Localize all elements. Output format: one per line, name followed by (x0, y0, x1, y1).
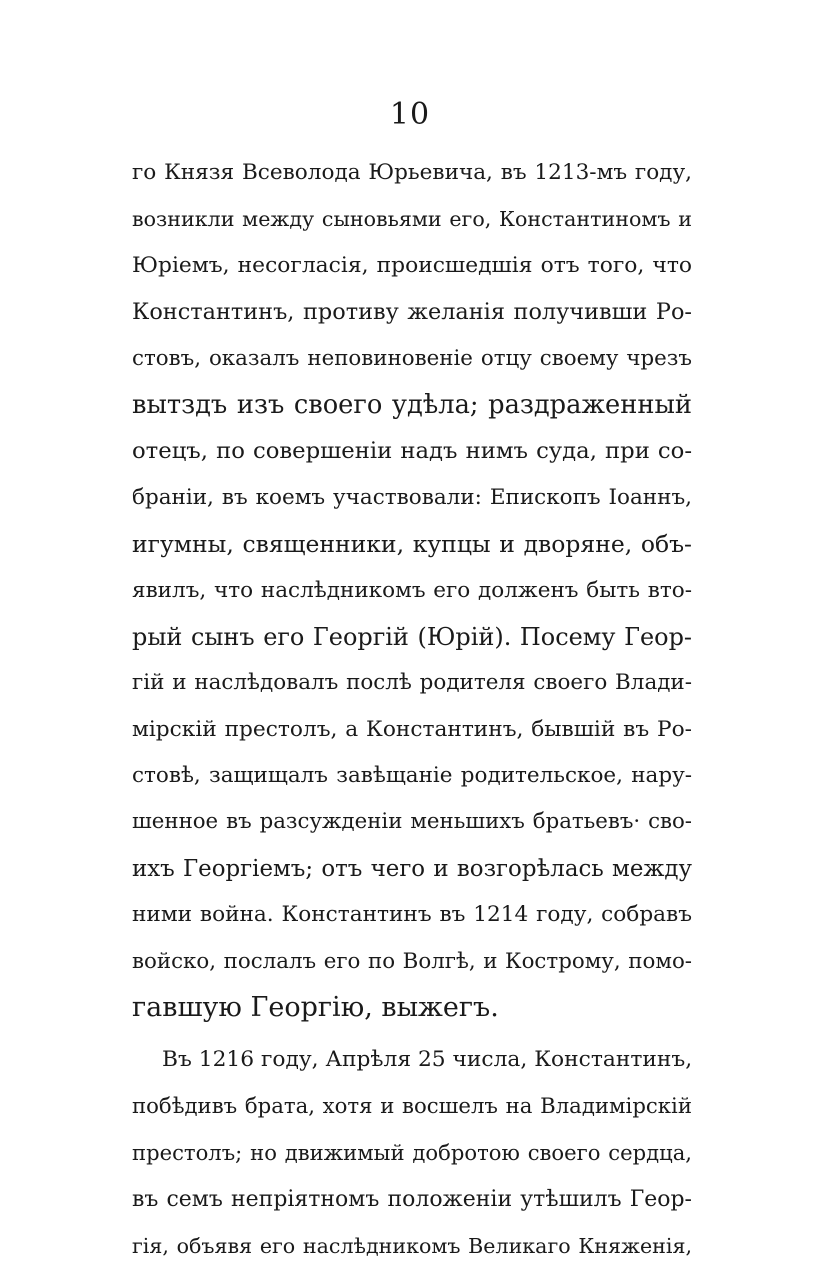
text-line: браніи, въ коемъ участвовали: Епископъ Іоаннъ, (132, 484, 692, 510)
text-line: стовъ, оказалъ неповиновеніе отцу своему чрезъ (132, 345, 692, 371)
text-line: Юріемъ, несогласія, происшедшія отъ того, что (132, 252, 692, 278)
body-text (132, 150, 692, 1269)
text-line: явилъ, что наслѣдникомъ его долженъ быть вто- (132, 577, 692, 603)
text-line: престолъ; но движимый добротою своего сердца, (132, 1140, 692, 1166)
text-line: мірскій престолъ, а Константинъ, бывшій въ Ро- (132, 716, 692, 742)
paragraph (132, 150, 692, 1031)
text-line: побѣдивъ брата, хотя и восшелъ на Владимірскій (132, 1093, 692, 1119)
paragraph (132, 1037, 692, 1269)
text-line: стовѣ, защищалъ завѣщаніе родительское, нару- (132, 763, 692, 789)
text-line: гія, объявя его наслѣдникомъ Великаго Княженія, (132, 1233, 692, 1258)
text-line: игумны, священники, купцы и дворяне, объ- (132, 530, 692, 559)
text-line: Константинъ, противу желанія получивши Ро- (132, 299, 692, 326)
text-line: Въ 1216 году, Апрѣля 25 числа, Константинъ, (162, 1047, 693, 1073)
text-line: въ семъ непріятномъ положеніи утѣшилъ Геор- (132, 1186, 692, 1212)
text-line: вытздъ изъ своего удѣла; раздраженный (132, 389, 692, 420)
text-line: гавшую Георгію, выжегъ. (132, 992, 499, 1024)
text-line: отецъ, по совершеніи надъ нимъ суда, при со- (132, 438, 692, 465)
text-line: го Князя Всеволода Юрьевича, въ 1213-мъ году, (132, 160, 692, 185)
text-line: гій и наслѣдовалъ послѣ родителя своего Влади- (132, 670, 692, 696)
text-line: рый сынъ его Георгій (Юрій). Посему Геор- (132, 622, 692, 651)
page-number: 10 (389, 97, 431, 132)
text-line: ихъ Георгіемъ; отъ чего и возгорѣлась между (132, 855, 692, 882)
text-line: шенное въ разсужденіи меньшихъ братьевъ· сво- (132, 809, 692, 835)
text-line: ними война. Константинъ въ 1214 году, собравъ (132, 902, 692, 928)
text-line: войско, послалъ его по Волгѣ, и Кострому, помо- (132, 948, 692, 974)
text-line: возникли между сыновьями его, Константиномъ и (132, 207, 692, 232)
